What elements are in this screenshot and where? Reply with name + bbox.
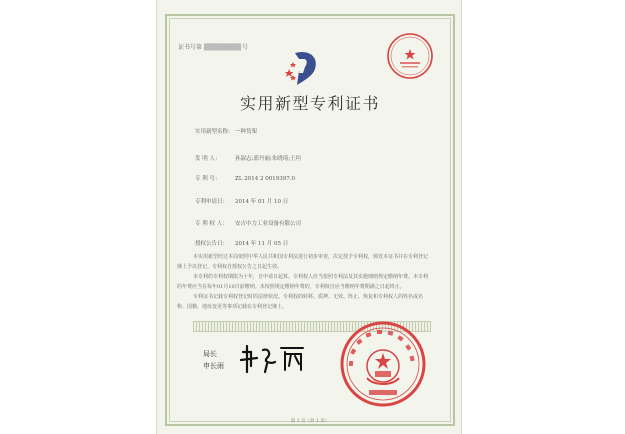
top-red-seal-icon <box>386 32 434 80</box>
body-paragraph: 专利证书记载专利权登记时的法律状况。专利权的转移、质押、无效、终止、恢复和专利权人的姓名或名称、国籍、地址变更等事项记载在专利登记簿上。 <box>177 294 424 310</box>
field-patentee <box>195 219 301 227</box>
signer-title: 局长 <box>203 350 217 358</box>
field-label: 实用新型名称： <box>195 129 234 135</box>
body-paragraph: 本专利的专利权期限为十年，自申请日起算。专利权人应当依照专利法及其实施细则规定缴纳年费。本专利的年费应当在每年01月10日前缴纳。未按照规定缴纳年费的，专利权自应当缴纳年费期满之日起终止。 <box>177 274 429 290</box>
certificate-number <box>178 42 248 51</box>
field-grant-date <box>195 239 288 247</box>
national-ip-office-seal-icon <box>339 320 427 408</box>
page-number: 第 1 页（共 1 页） <box>290 419 330 424</box>
handwritten-signature-icon <box>237 342 307 374</box>
certificate-body-text <box>177 252 429 312</box>
field-label: 专 利 号： <box>195 176 221 182</box>
signer-name: 申长雨 <box>203 362 224 370</box>
field-utility-model-name <box>195 127 257 135</box>
field-label: 授权公告日： <box>195 241 229 247</box>
field-label: 发 明 人： <box>195 156 221 162</box>
field-value: 一种货架 <box>235 129 258 135</box>
field-application-date <box>195 197 288 205</box>
field-value: 2014 年 11 月 05 日 <box>235 241 289 247</box>
field-value: 安吉中力工业设备有限公司 <box>235 221 302 227</box>
field-value: 2014 年 01 月 10 日 <box>235 199 289 205</box>
patent-office-logo-icon <box>285 47 323 87</box>
patent-certificate <box>156 0 462 434</box>
field-value: 孙淑志;郭丹丽;朱晓琦;王坦 <box>235 156 302 162</box>
field-label: 专利申请日： <box>195 199 229 205</box>
field-value: ZL 2014 2 0019397.0 <box>235 176 295 182</box>
body-paragraph: 本实用新型经过本局依照中华人民共和国专利法进行初步审查，决定授予专利权，颁发本证书并在专利登记簿上予以登记。专利权自授权公告之日起生效。 <box>177 254 429 270</box>
certificate-number-suffix: 号 <box>242 44 249 51</box>
certificate-number-masked: ██████████ <box>203 44 241 51</box>
certificate-number-label: 证书号第 <box>178 44 203 51</box>
certificate-title: 实用新型专利证书 <box>239 94 380 113</box>
field-label: 专 利 权 人： <box>195 221 228 227</box>
field-patent-number <box>195 174 295 182</box>
field-inventors <box>195 154 301 162</box>
